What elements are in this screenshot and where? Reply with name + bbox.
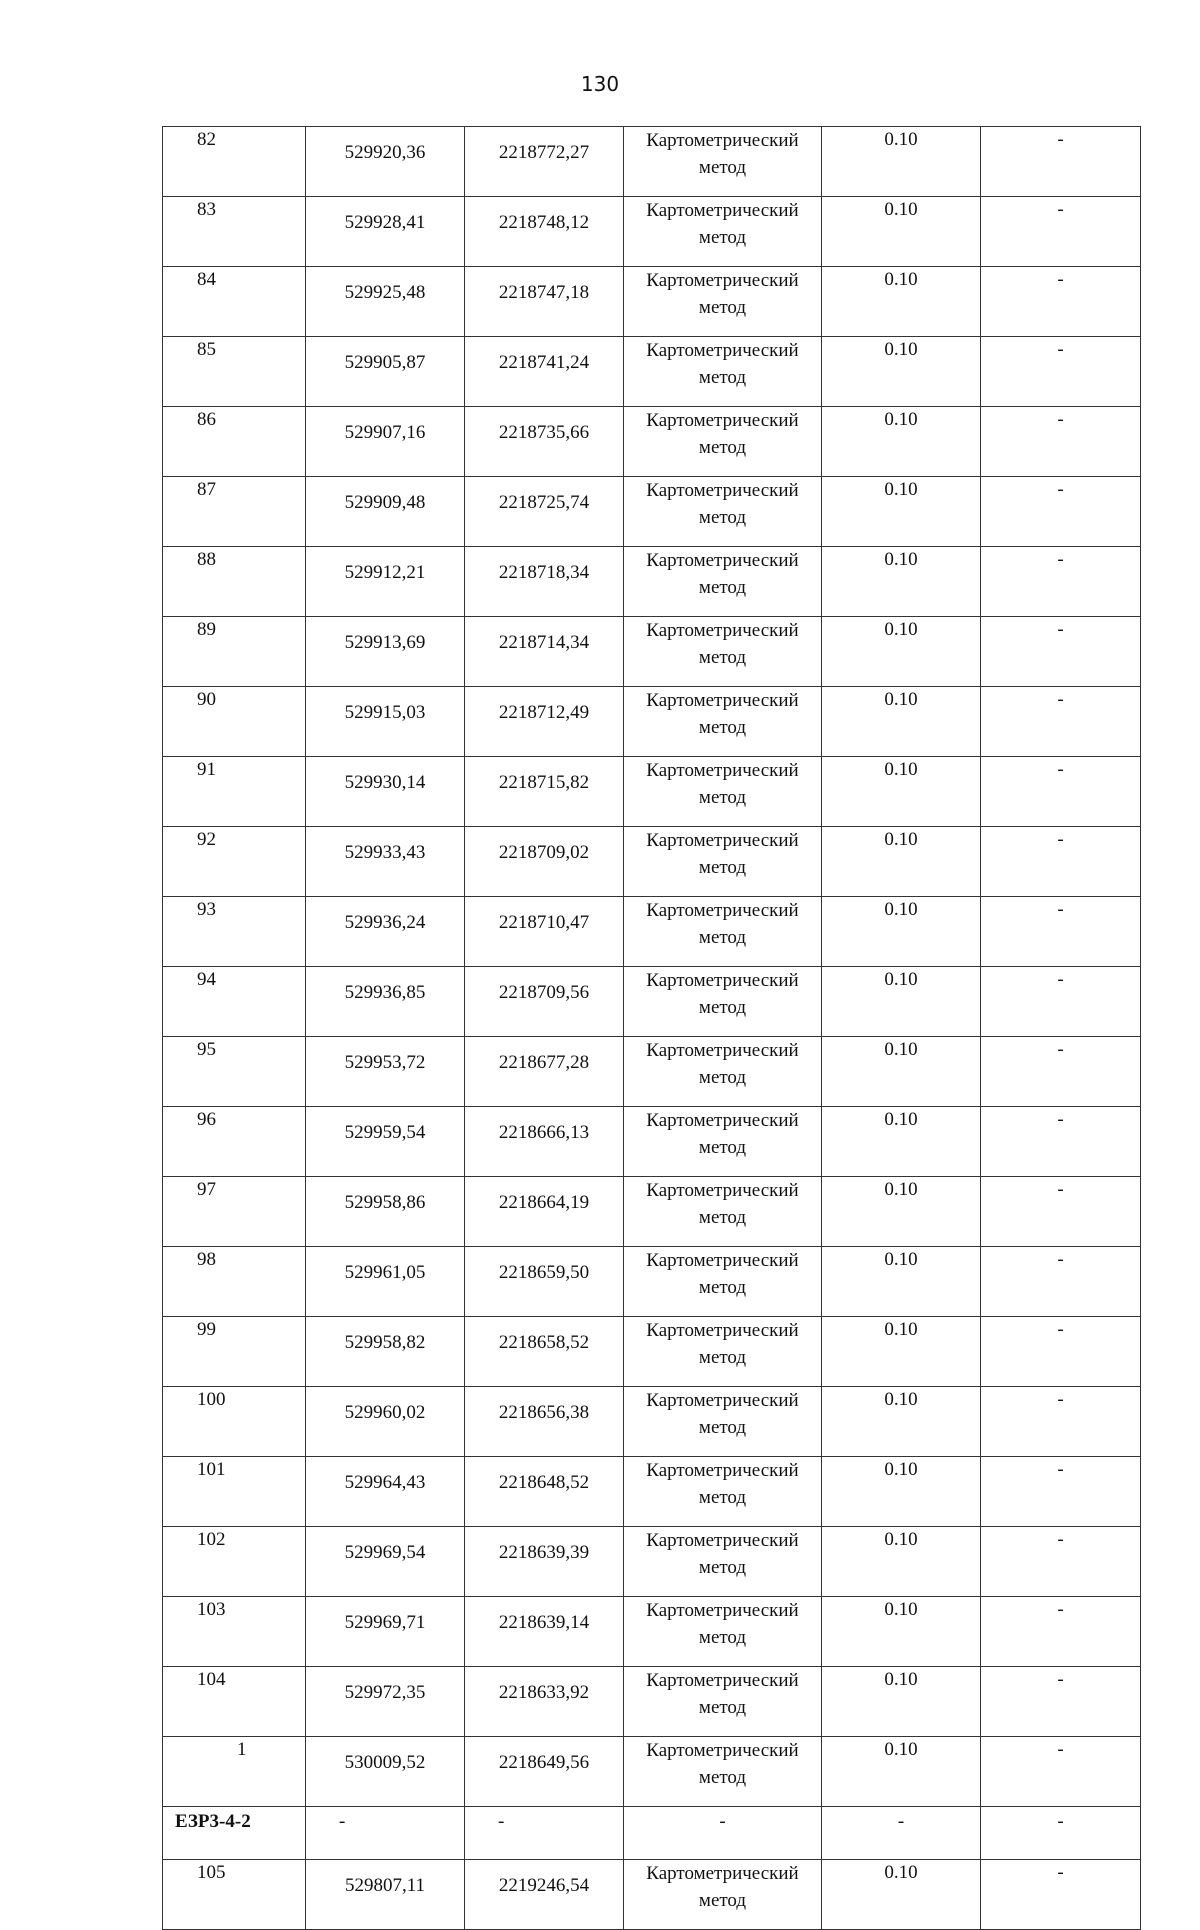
y-coordinate-cell: 2218718,34 <box>465 547 624 617</box>
note-cell: - <box>981 1597 1141 1667</box>
note-cell: - <box>981 967 1141 1037</box>
method-cell <box>624 1247 822 1317</box>
method-cell <box>624 1597 822 1667</box>
coordinates-table <box>162 126 1141 1930</box>
accuracy-cell: 0.10 <box>822 547 981 617</box>
method-line-2: метод <box>698 297 747 318</box>
method-cell <box>624 127 822 197</box>
method-cell <box>624 1457 822 1527</box>
method-cell <box>624 1177 822 1247</box>
method-cell <box>624 827 822 897</box>
method-line-1: Картометрический <box>646 900 799 921</box>
y-coordinate-cell: 2218639,39 <box>465 1527 624 1597</box>
y-coordinate-cell: 2218772,27 <box>465 127 624 197</box>
table-row <box>163 1107 1141 1177</box>
table-row <box>163 127 1141 197</box>
method-line-2: метод <box>698 927 747 948</box>
y-coordinate-cell: 2218666,13 <box>465 1107 624 1177</box>
x-coordinate-cell: 529905,87 <box>306 337 465 407</box>
point-number-cell: 104 <box>163 1667 306 1737</box>
point-number-cell: 95 <box>163 1037 306 1107</box>
point-number-cell: 101 <box>163 1457 306 1527</box>
method-line-2: метод <box>698 227 747 248</box>
point-number-cell: 105 <box>163 1860 306 1930</box>
x-coordinate-cell: 529953,72 <box>306 1037 465 1107</box>
y-coordinate-cell: 2218639,14 <box>465 1597 624 1667</box>
y-coordinate-cell: 2218659,50 <box>465 1247 624 1317</box>
table-row <box>163 897 1141 967</box>
accuracy-cell: 0.10 <box>822 1387 981 1457</box>
note-cell: - <box>981 477 1141 547</box>
x-coordinate-cell: 529915,03 <box>306 687 465 757</box>
method-line-1: Картометрический <box>646 480 799 501</box>
method-line-1: Картометрический <box>646 1460 799 1481</box>
method-cell <box>624 757 822 827</box>
method-line-2: метод <box>698 1207 747 1228</box>
point-number-cell: 99 <box>163 1317 306 1387</box>
x-coordinate-cell: 529959,54 <box>306 1107 465 1177</box>
method-line-2: метод <box>698 857 747 878</box>
x-coordinate-cell: 529958,82 <box>306 1317 465 1387</box>
x-coordinate-cell: 529920,36 <box>306 127 465 197</box>
note-cell: - <box>981 1037 1141 1107</box>
method-cell <box>624 687 822 757</box>
method-line-1: Картометрический <box>646 970 799 991</box>
note-cell: - <box>981 127 1141 197</box>
method-line-1: Картометрический <box>646 690 799 711</box>
x-coordinate-cell: 529912,21 <box>306 547 465 617</box>
method-cell <box>624 1317 822 1387</box>
method-line-2: метод <box>698 367 747 388</box>
method-cell <box>624 1387 822 1457</box>
y-coordinate-cell: 2218748,12 <box>465 197 624 267</box>
method-line-1: Картометрический <box>646 1250 799 1271</box>
note-cell: - <box>981 1107 1141 1177</box>
accuracy-cell: 0.10 <box>822 1177 981 1247</box>
method-line-2: метод <box>698 997 747 1018</box>
method-line-2: метод <box>698 1067 747 1088</box>
table-row <box>163 1860 1141 1930</box>
section-note-cell: - <box>981 1807 1141 1860</box>
table-row <box>163 1177 1141 1247</box>
x-coordinate-cell: 529960,02 <box>306 1387 465 1457</box>
x-coordinate-cell: 529969,71 <box>306 1597 465 1667</box>
method-cell <box>624 967 822 1037</box>
y-coordinate-cell: 2218649,56 <box>465 1737 624 1807</box>
method-cell <box>624 267 822 337</box>
note-cell: - <box>981 1247 1141 1317</box>
method-line-1: Картометрический <box>646 200 799 221</box>
method-cell <box>624 1860 822 1930</box>
method-cell <box>624 1737 822 1807</box>
section-header-row <box>163 1807 1141 1860</box>
point-number-cell: 84 <box>163 267 306 337</box>
method-cell <box>624 897 822 967</box>
note-cell: - <box>981 617 1141 687</box>
note-cell: - <box>981 337 1141 407</box>
method-line-1: Картометрический <box>646 1670 799 1691</box>
y-coordinate-cell: 2218741,24 <box>465 337 624 407</box>
accuracy-cell: 0.10 <box>822 1037 981 1107</box>
x-coordinate-cell: 529936,24 <box>306 897 465 967</box>
accuracy-cell: 0.10 <box>822 967 981 1037</box>
method-cell <box>624 617 822 687</box>
method-line-2: метод <box>698 1137 747 1158</box>
x-coordinate-cell: 529930,14 <box>306 757 465 827</box>
method-line-2: метод <box>698 787 747 808</box>
point-number-cell: 100 <box>163 1387 306 1457</box>
section-y-cell: - <box>465 1807 624 1860</box>
table-row <box>163 267 1141 337</box>
x-coordinate-cell: 529972,35 <box>306 1667 465 1737</box>
table-row <box>163 687 1141 757</box>
method-line-2: метод <box>698 647 747 668</box>
method-line-2: метод <box>698 437 747 458</box>
table-row <box>163 1037 1141 1107</box>
x-coordinate-cell: 529909,48 <box>306 477 465 547</box>
y-coordinate-cell: 2218715,82 <box>465 757 624 827</box>
note-cell: - <box>981 407 1141 477</box>
y-coordinate-cell: 2218714,34 <box>465 617 624 687</box>
method-line-2: метод <box>698 1627 747 1648</box>
method-line-1: Картометрический <box>646 1040 799 1061</box>
note-cell: - <box>981 267 1141 337</box>
method-line-1: Картометрический <box>646 130 799 151</box>
y-coordinate-cell: 2219246,54 <box>465 1860 624 1930</box>
table-row <box>163 827 1141 897</box>
method-line-2: метод <box>698 1767 747 1788</box>
accuracy-cell: 0.10 <box>822 1860 981 1930</box>
accuracy-cell: 0.10 <box>822 1457 981 1527</box>
accuracy-cell: 0.10 <box>822 1737 981 1807</box>
method-cell <box>624 197 822 267</box>
note-cell: - <box>981 1387 1141 1457</box>
point-number-cell: 89 <box>163 617 306 687</box>
table-row <box>163 477 1141 547</box>
method-line-2: метод <box>698 1890 747 1911</box>
method-cell <box>624 1107 822 1177</box>
method-cell <box>624 1527 822 1597</box>
y-coordinate-cell: 2218735,66 <box>465 407 624 477</box>
accuracy-cell: 0.10 <box>822 407 981 477</box>
x-coordinate-cell: 530009,52 <box>306 1737 465 1807</box>
point-number-cell: 93 <box>163 897 306 967</box>
table-row <box>163 1597 1141 1667</box>
y-coordinate-cell: 2218664,19 <box>465 1177 624 1247</box>
note-cell: - <box>981 547 1141 617</box>
x-coordinate-cell: 529936,85 <box>306 967 465 1037</box>
point-number-cell: 82 <box>163 127 306 197</box>
method-line-1: Картометрический <box>646 1110 799 1131</box>
y-coordinate-cell: 2218712,49 <box>465 687 624 757</box>
y-coordinate-cell: 2218648,52 <box>465 1457 624 1527</box>
point-number-cell: 85 <box>163 337 306 407</box>
point-number-cell: 83 <box>163 197 306 267</box>
x-coordinate-cell: 529958,86 <box>306 1177 465 1247</box>
table-row <box>163 1667 1141 1737</box>
accuracy-cell: 0.10 <box>822 1597 981 1667</box>
method-line-1: Картометрический <box>646 620 799 641</box>
accuracy-cell: 0.10 <box>822 127 981 197</box>
x-coordinate-cell: 529933,43 <box>306 827 465 897</box>
point-number-cell: 98 <box>163 1247 306 1317</box>
x-coordinate-cell: 529925,48 <box>306 267 465 337</box>
y-coordinate-cell: 2218677,28 <box>465 1037 624 1107</box>
point-number-cell: 87 <box>163 477 306 547</box>
method-line-2: метод <box>698 1277 747 1298</box>
method-line-2: метод <box>698 507 747 528</box>
table-row <box>163 1527 1141 1597</box>
y-coordinate-cell: 2218710,47 <box>465 897 624 967</box>
x-coordinate-cell: 529928,41 <box>306 197 465 267</box>
table-row <box>163 967 1141 1037</box>
method-line-1: Картометрический <box>646 270 799 291</box>
method-line-2: метод <box>698 157 747 178</box>
method-line-1: Картометрический <box>646 1180 799 1201</box>
y-coordinate-cell: 2218747,18 <box>465 267 624 337</box>
section-method-cell: - <box>624 1807 822 1860</box>
table-row <box>163 547 1141 617</box>
method-line-1: Картометрический <box>646 760 799 781</box>
accuracy-cell: 0.10 <box>822 827 981 897</box>
note-cell: - <box>981 687 1141 757</box>
accuracy-cell: 0.10 <box>822 617 981 687</box>
method-cell <box>624 1667 822 1737</box>
point-number-cell: 97 <box>163 1177 306 1247</box>
method-line-1: Картометрический <box>646 830 799 851</box>
table-row <box>163 1737 1141 1807</box>
table-row <box>163 1317 1141 1387</box>
accuracy-cell: 0.10 <box>822 1527 981 1597</box>
point-number-cell: 96 <box>163 1107 306 1177</box>
point-number-cell: 88 <box>163 547 306 617</box>
x-coordinate-cell: 529969,54 <box>306 1527 465 1597</box>
table-row <box>163 1247 1141 1317</box>
method-line-2: метод <box>698 1557 747 1578</box>
point-number-cell: 1 <box>163 1737 306 1807</box>
x-coordinate-cell: 529807,11 <box>306 1860 465 1930</box>
method-line-1: Картометрический <box>646 1600 799 1621</box>
method-line-2: метод <box>698 1417 747 1438</box>
note-cell: - <box>981 757 1141 827</box>
section-accuracy-cell: - <box>822 1807 981 1860</box>
table-row <box>163 337 1141 407</box>
note-cell: - <box>981 1667 1141 1737</box>
note-cell: - <box>981 1860 1141 1930</box>
table-row <box>163 197 1141 267</box>
method-line-2: метод <box>698 717 747 738</box>
method-line-2: метод <box>698 1697 747 1718</box>
note-cell: - <box>981 1177 1141 1247</box>
x-coordinate-cell: 529913,69 <box>306 617 465 687</box>
table-row <box>163 757 1141 827</box>
accuracy-cell: 0.10 <box>822 1107 981 1177</box>
note-cell: - <box>981 1457 1141 1527</box>
table-row <box>163 617 1141 687</box>
y-coordinate-cell: 2218658,52 <box>465 1317 624 1387</box>
method-line-1: Картометрический <box>646 340 799 361</box>
accuracy-cell: 0.10 <box>822 757 981 827</box>
method-cell <box>624 337 822 407</box>
section-x-cell: - <box>306 1807 465 1860</box>
method-line-1: Картометрический <box>646 1320 799 1341</box>
accuracy-cell: 0.10 <box>822 687 981 757</box>
note-cell: - <box>981 197 1141 267</box>
method-line-1: Картометрический <box>646 1530 799 1551</box>
method-line-1: Картометрический <box>646 410 799 431</box>
point-number-cell: 92 <box>163 827 306 897</box>
x-coordinate-cell: 529907,16 <box>306 407 465 477</box>
accuracy-cell: 0.10 <box>822 337 981 407</box>
method-line-2: метод <box>698 1487 747 1508</box>
method-line-2: метод <box>698 1347 747 1368</box>
table-row <box>163 407 1141 477</box>
page-number: 130 <box>580 72 620 96</box>
method-cell <box>624 407 822 477</box>
table-row <box>163 1387 1141 1457</box>
accuracy-cell: 0.10 <box>822 1317 981 1387</box>
note-cell: - <box>981 1527 1141 1597</box>
coordinates-table-body <box>163 127 1141 1930</box>
section-label-cell: ЕЗР3-4-2 <box>163 1807 306 1860</box>
method-line-1: Картометрический <box>646 1740 799 1761</box>
point-number-cell: 91 <box>163 757 306 827</box>
y-coordinate-cell: 2218709,02 <box>465 827 624 897</box>
accuracy-cell: 0.10 <box>822 1247 981 1317</box>
method-line-2: метод <box>698 577 747 598</box>
y-coordinate-cell: 2218725,74 <box>465 477 624 547</box>
method-line-1: Картометрический <box>646 1390 799 1411</box>
method-line-1: Картометрический <box>646 550 799 571</box>
accuracy-cell: 0.10 <box>822 267 981 337</box>
point-number-cell: 94 <box>163 967 306 1037</box>
point-number-cell: 86 <box>163 407 306 477</box>
table-row <box>163 1457 1141 1527</box>
y-coordinate-cell: 2218709,56 <box>465 967 624 1037</box>
point-number-cell: 103 <box>163 1597 306 1667</box>
y-coordinate-cell: 2218633,92 <box>465 1667 624 1737</box>
accuracy-cell: 0.10 <box>822 1667 981 1737</box>
accuracy-cell: 0.10 <box>822 897 981 967</box>
accuracy-cell: 0.10 <box>822 197 981 267</box>
method-line-1: Картометрический <box>646 1863 799 1884</box>
method-cell <box>624 477 822 547</box>
method-cell <box>624 547 822 617</box>
method-cell <box>624 1037 822 1107</box>
point-number-cell: 102 <box>163 1527 306 1597</box>
x-coordinate-cell: 529964,43 <box>306 1457 465 1527</box>
note-cell: - <box>981 1317 1141 1387</box>
note-cell: - <box>981 897 1141 967</box>
note-cell: - <box>981 827 1141 897</box>
y-coordinate-cell: 2218656,38 <box>465 1387 624 1457</box>
note-cell: - <box>981 1737 1141 1807</box>
accuracy-cell: 0.10 <box>822 477 981 547</box>
point-number-cell: 90 <box>163 687 306 757</box>
x-coordinate-cell: 529961,05 <box>306 1247 465 1317</box>
